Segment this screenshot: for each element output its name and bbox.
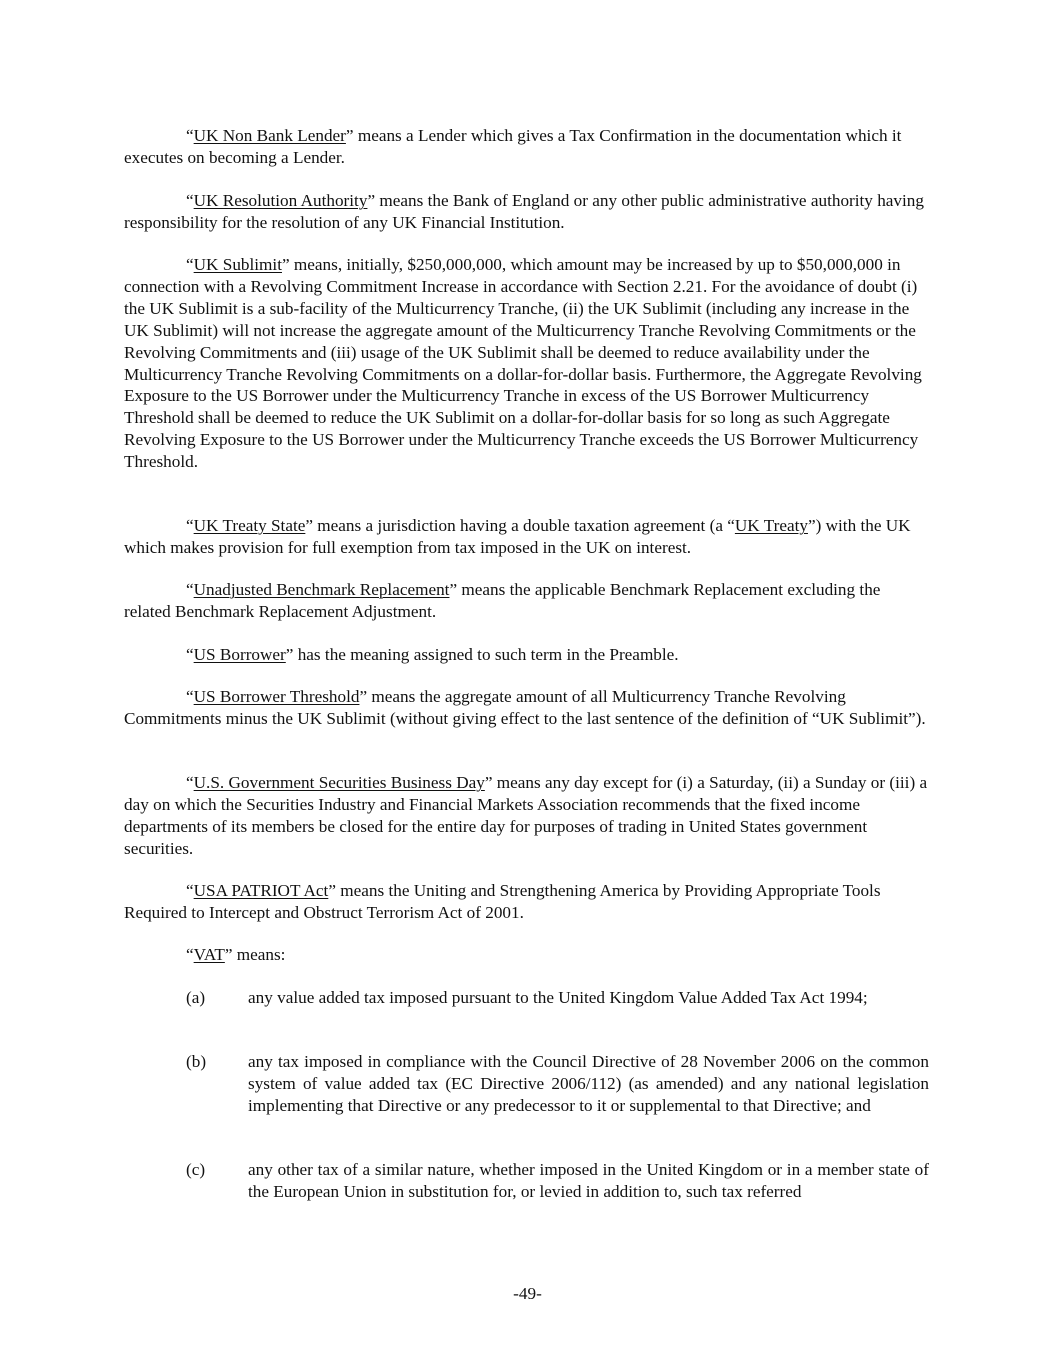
definition-uk-non-bank-lender: “UK Non Bank Lender” means a Lender which gives a Tax Confirmation in the documentation which it executes on becoming a Lender. bbox=[124, 126, 902, 167]
defined-term: UK Resolution Authority bbox=[193, 191, 368, 210]
vat-item-c bbox=[187, 1159, 929, 1203]
definition-us-borrower-threshold: “US Borrower Threshold” means the aggregate amount of all Multicurrency Tranche Revolving Commitments minus the UK Sublimit (without giving effect to the last sentence of the definition of “UK Sublimit”). bbox=[124, 687, 926, 728]
definition-uk-resolution-authority: “UK Resolution Authority” means the Bank of England or any other public administrative authority having responsibility for the resolution of any UK Financial Institution. bbox=[124, 191, 924, 232]
defined-term: US Borrower bbox=[193, 645, 286, 664]
defined-term: US Borrower Threshold bbox=[193, 687, 360, 706]
defined-term: VAT bbox=[193, 945, 225, 964]
list-item-label: (b) bbox=[186, 1052, 207, 1071]
definition-unadjusted-benchmark-replacement: “Unadjusted Benchmark Replacement” means the applicable Benchmark Replacement excluding the related Benchmark Replacement Adjustment. bbox=[124, 580, 881, 621]
defined-term: U.S. Government Securities Business Day bbox=[193, 773, 485, 792]
definition-vat: “VAT” means: bbox=[186, 945, 286, 964]
defined-term: Unadjusted Benchmark Replacement bbox=[193, 580, 450, 599]
list-item-text: any tax imposed in compliance with the Council Directive of 28 November 2006 on the common system of value added tax (EC Directive 2006/112) (as amended) and any national legislation implementing that Directive or any predecessor to it or supplemental to that Directive; and bbox=[248, 1052, 929, 1115]
defined-term: UK Sublimit bbox=[193, 255, 282, 274]
definition-us-borrower: “US Borrower” has the meaning assigned to such term in the Preamble. bbox=[186, 645, 679, 664]
list-item-label: (c) bbox=[186, 1160, 206, 1179]
defined-term: USA PATRIOT Act bbox=[193, 881, 329, 900]
list-item-text: any other tax of a similar nature, whether imposed in the United Kingdom or in a member state of the European Union in substitution for, or levied in addition to, such tax referred bbox=[248, 1160, 929, 1201]
list-item-label: (a) bbox=[186, 988, 206, 1007]
defined-term: UK Non Bank Lender bbox=[193, 126, 346, 145]
definition-uk-treaty-state: “UK Treaty State” means a jurisdiction having a double taxation agreement (a “UK Treaty”) with the UK which makes provision for full exemption from tax imposed in the UK on interest. bbox=[124, 516, 911, 557]
definition-us-government-securities-business-day: “U.S. Government Securities Business Day” means any day except for (i) a Saturday, (ii) a Sunday or (iii) a day on which the Securities Industry and Financial Markets Association recommends that the fixed income departments of its members be closed for the entire day for purposes of trading in United States government securities. bbox=[124, 773, 928, 858]
definition-usa-patriot-act: “USA PATRIOT Act” means the Uniting and Strengthening America by Providing Appropriate Tools Required to Intercept and Obstruct Terrorism Act of 2001. bbox=[124, 881, 881, 922]
list-item-text: any value added tax imposed pursuant to the United Kingdom Value Added Tax Act 1994; bbox=[248, 988, 868, 1007]
defined-term: UK Treaty bbox=[734, 516, 808, 535]
vat-item-a bbox=[187, 987, 929, 1009]
vat-item-b bbox=[187, 1051, 929, 1117]
definition-uk-sublimit: “UK Sublimit” means, initially, $250,000,000, which amount may be increased by up to $50,000,000 in connection with a Revolving Commitment Increase in accordance with Section 2.21. For the avoidance of doubt (i) the UK Sublimit is a sub-facility of the Multicurrency Tranche, (ii) the UK Sublimit (including any increase in the UK Sublimit) will not increase the aggregate amount of the Multicurrency Tranche Revolving Commitments or the Revolving Commitments and (iii) usage of the UK Sublimit shall be deemed to reduce availability under the Multicurrency Tranche Revolving Commitments on a dollar-for-dollar basis. Furthermore, the Aggregate Revolving Exposure to the US Borrower under the Multicurrency Tranche in excess of the US Borrower Multicurrency Threshold shall be deemed to reduce the UK Sublimit on a dollar-for-dollar basis for so long as such Aggregate Revolving Exposure to the US Borrower under the Multicurrency Tranche exceeds the US Borrower Multicurrency Threshold. bbox=[124, 255, 922, 472]
page-number: -49- bbox=[513, 1284, 542, 1303]
defined-term: UK Treaty State bbox=[193, 516, 306, 535]
